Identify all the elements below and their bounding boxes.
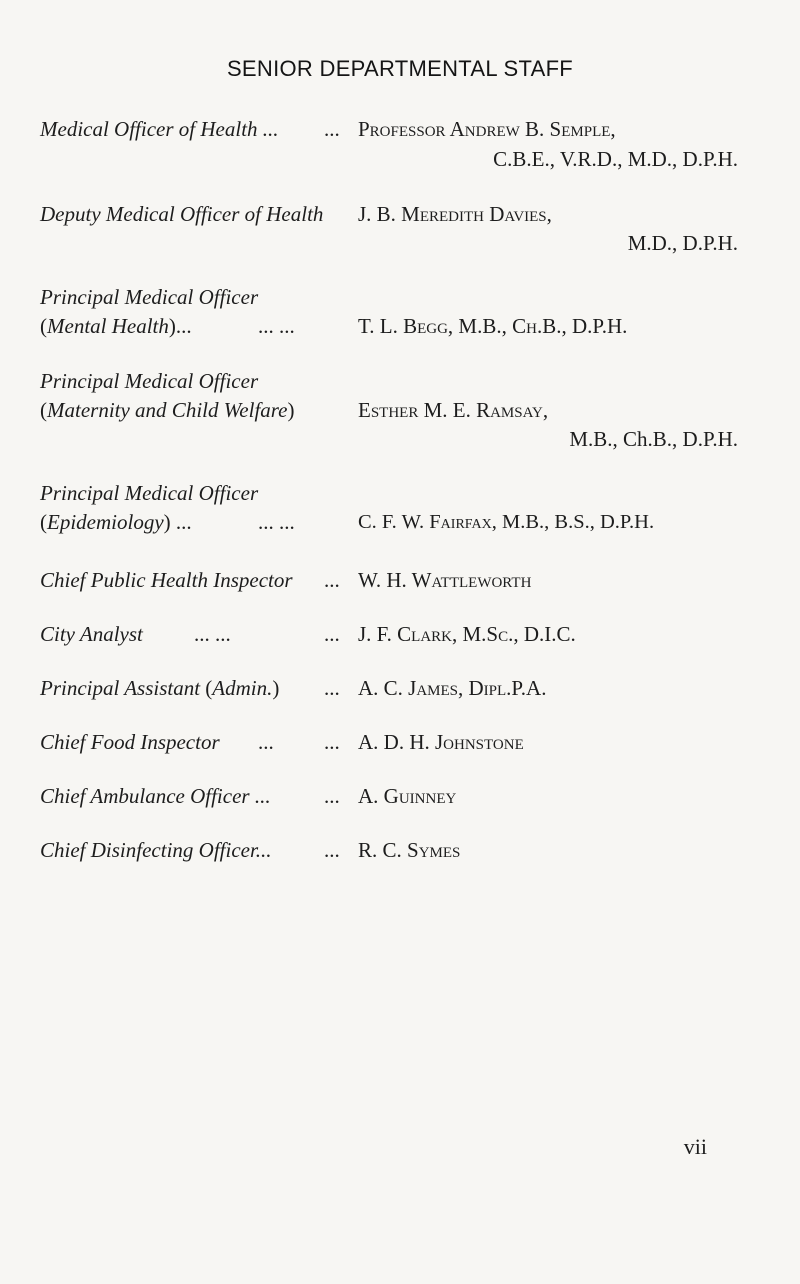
leader-dots: ... bbox=[324, 117, 340, 141]
leader-dots: ... bbox=[324, 676, 340, 700]
staff-qualifications: C.B.E., V.R.D., M.D., D.P.H. bbox=[493, 147, 738, 171]
role-title: City Analyst bbox=[40, 622, 143, 646]
leader-dots: ... bbox=[324, 568, 340, 592]
leader-dots: ... bbox=[324, 784, 340, 808]
role-title: Chief Ambulance Officer ... bbox=[40, 784, 271, 808]
role-title: Chief Food Inspector bbox=[40, 730, 220, 754]
staff-name: C. F. W. Fairfax, M.B., B.S., D.P.H. bbox=[358, 511, 655, 533]
leader-dots: ... bbox=[324, 838, 340, 862]
role-title: Principal Medical Officer bbox=[40, 285, 259, 309]
page-number: vii bbox=[683, 1134, 707, 1159]
leader-dots: ... bbox=[324, 622, 340, 646]
role-title: Principal Medical Officer bbox=[40, 369, 259, 393]
role-title: Medical Officer of Health ... bbox=[40, 117, 279, 141]
role-title: Chief Disinfecting Officer... bbox=[40, 838, 272, 862]
role-title: Principal Assistant (Admin.) bbox=[40, 676, 280, 700]
role-subtitle: (Maternity and Child Welfare) bbox=[40, 398, 295, 422]
staff-name: J. F. Clark, M.Sc., D.I.C. bbox=[358, 622, 576, 646]
role-subtitle: (Mental Health)... bbox=[40, 314, 192, 338]
role-title: Chief Public Health Inspector bbox=[40, 568, 293, 592]
staff-qualifications: M.B., Ch.B., D.P.H. bbox=[569, 427, 738, 451]
leader-dots: ... bbox=[258, 730, 274, 754]
staff-name: J. B. Meredith Davies, bbox=[358, 202, 552, 226]
staff-name: T. L. Begg, M.B., Ch.B., D.P.H. bbox=[358, 314, 628, 338]
staff-name: A. C. James, Dipl.P.A. bbox=[358, 676, 547, 700]
page-heading: SENIOR DEPARTMENTAL STAFF bbox=[226, 56, 574, 81]
staff-qualifications: M.D., D.P.H. bbox=[627, 231, 738, 255]
leader-dots: ... ... bbox=[194, 622, 231, 646]
role-title: Deputy Medical Officer of Health bbox=[40, 202, 324, 226]
leader-dots: ... ... bbox=[258, 510, 295, 534]
role-subtitle: (Epidemiology) ... bbox=[40, 510, 192, 534]
leader-dots: ... bbox=[324, 730, 340, 754]
staff-name: W. H. Wattleworth bbox=[358, 568, 532, 592]
role-title: Principal Medical Officer bbox=[40, 481, 259, 505]
staff-name: Esther M. E. Ramsay, bbox=[358, 398, 549, 422]
staff-name: A. D. H. Johnstone bbox=[358, 730, 524, 754]
staff-name: A. Guinney bbox=[358, 784, 457, 808]
staff-name: R. C. Symes bbox=[358, 838, 461, 862]
staff-name: Professor Andrew B. Semple, bbox=[358, 117, 616, 141]
leader-dots: ... ... bbox=[258, 314, 295, 338]
